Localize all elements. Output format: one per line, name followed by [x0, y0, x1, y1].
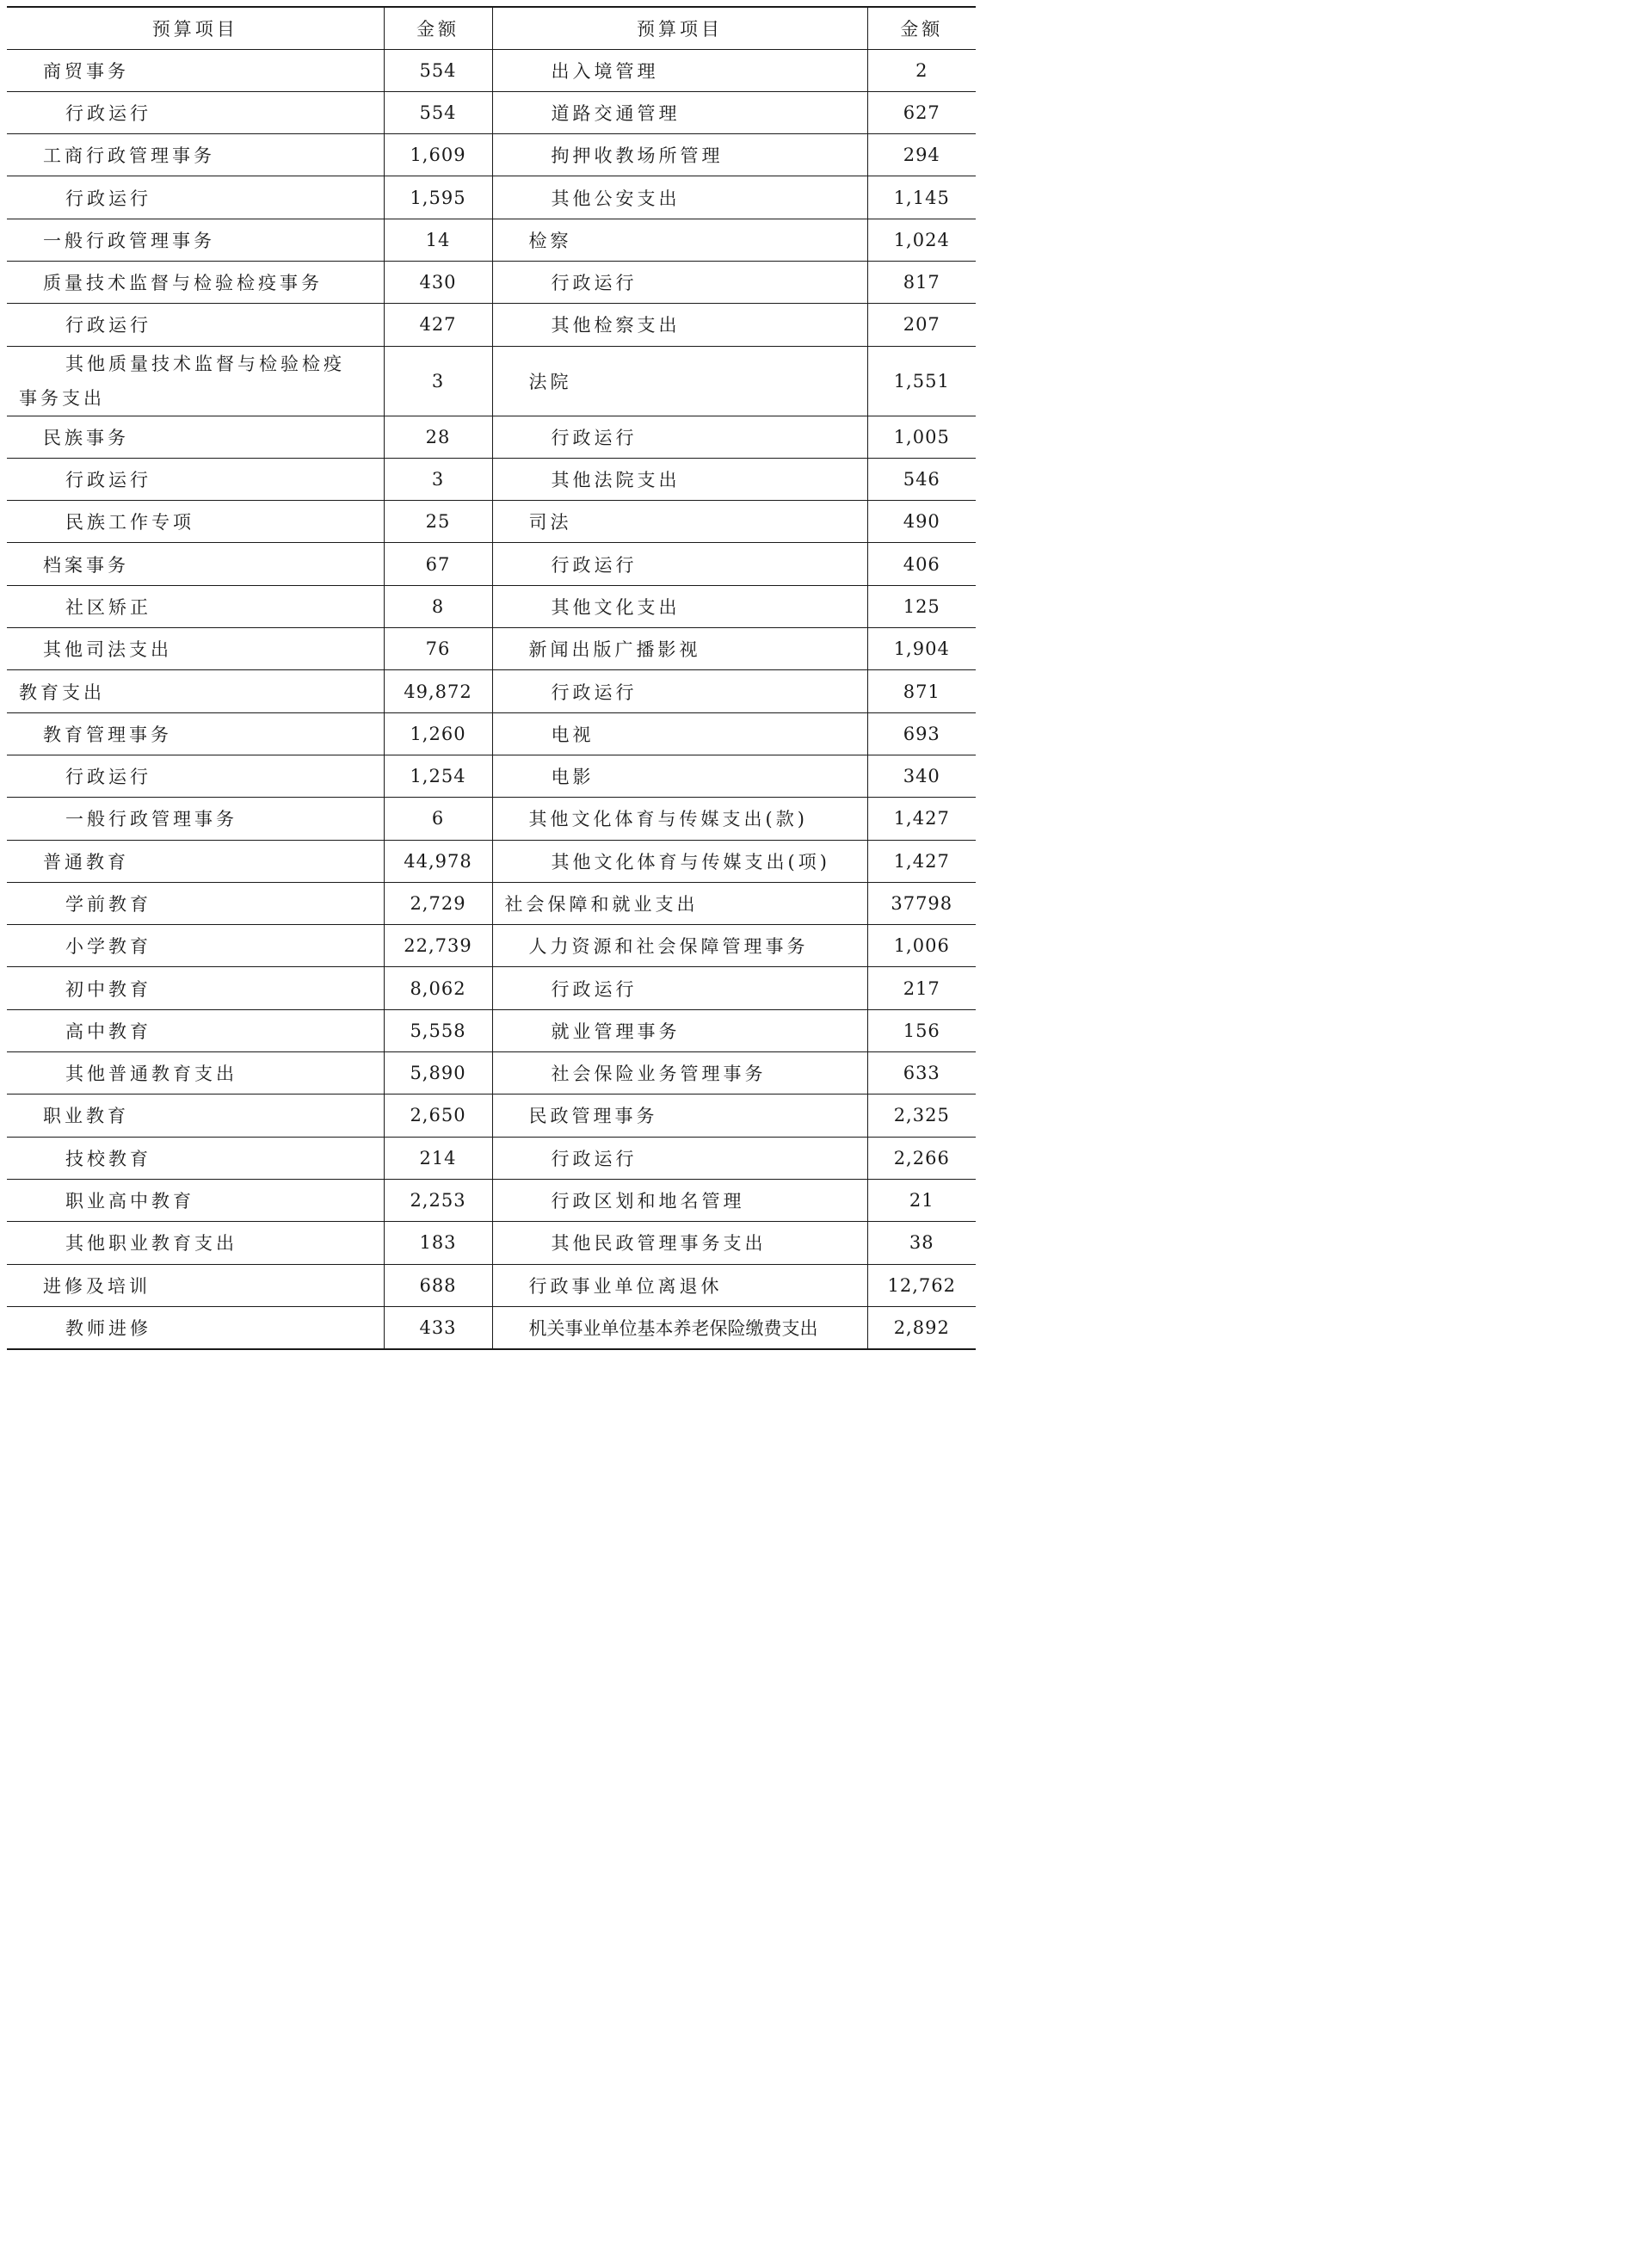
table-row	[7, 882, 976, 924]
table-row	[7, 1137, 976, 1179]
right-amount: 633	[867, 1052, 976, 1095]
table-header	[7, 7, 976, 49]
left-item: 行政运行	[7, 176, 384, 219]
table-row	[7, 1009, 976, 1051]
right-amount: 817	[867, 261, 976, 303]
right-item: 行政区划和地名管理	[492, 1179, 867, 1221]
header-item-right: 预算项目	[492, 7, 867, 49]
left-amount: 3	[384, 346, 492, 416]
right-item: 检察	[492, 219, 867, 261]
left-amount: 8,062	[384, 967, 492, 1009]
table-row	[7, 91, 976, 133]
right-item: 人力资源和社会保障管理事务	[492, 925, 867, 967]
table-row	[7, 628, 976, 670]
table-row	[7, 543, 976, 585]
left-amount: 1,609	[384, 134, 492, 176]
left-item: 教师进修	[7, 1306, 384, 1348]
table-row	[7, 416, 976, 458]
right-amount: 340	[867, 755, 976, 797]
left-amount: 25	[384, 501, 492, 543]
table-row	[7, 755, 976, 797]
right-item: 行政运行	[492, 1137, 867, 1179]
table-row	[7, 670, 976, 712]
left-amount: 49,872	[384, 670, 492, 712]
left-amount: 430	[384, 261, 492, 303]
left-item: 商贸事务	[7, 49, 384, 91]
right-amount: 871	[867, 670, 976, 712]
left-item: 其他普通教育支出	[7, 1052, 384, 1095]
table-row	[7, 1306, 976, 1348]
right-amount: 37798	[867, 882, 976, 924]
right-item: 行政运行	[492, 543, 867, 585]
left-item: 工商行政管理事务	[7, 134, 384, 176]
left-item: 行政运行	[7, 755, 384, 797]
left-item-line-2: 事务支出	[19, 387, 105, 409]
right-item: 其他民政管理事务支出	[492, 1222, 867, 1264]
right-amount: 2,325	[867, 1095, 976, 1137]
left-item: 一般行政管理事务	[7, 798, 384, 840]
left-amount: 67	[384, 543, 492, 585]
left-item	[7, 346, 384, 416]
right-amount: 406	[867, 543, 976, 585]
left-item-line-1: 其他质量技术监督与检验检疫	[65, 353, 345, 374]
right-item: 民政管理事务	[492, 1095, 867, 1137]
table-row	[7, 134, 976, 176]
left-amount: 6	[384, 798, 492, 840]
left-item: 一般行政管理事务	[7, 219, 384, 261]
right-amount: 21	[867, 1179, 976, 1221]
left-item: 教育支出	[7, 670, 384, 712]
left-item: 高中教育	[7, 1009, 384, 1051]
table-row	[7, 346, 976, 416]
left-amount: 554	[384, 91, 492, 133]
left-item: 职业教育	[7, 1095, 384, 1137]
left-amount: 433	[384, 1306, 492, 1348]
left-amount: 214	[384, 1137, 492, 1179]
table-row	[7, 1095, 976, 1137]
right-item: 机关事业单位基本养老保险缴费支出	[492, 1306, 867, 1348]
left-amount: 1,260	[384, 712, 492, 755]
right-amount: 2,892	[867, 1306, 976, 1348]
right-item: 法院	[492, 346, 867, 416]
table-row	[7, 1222, 976, 1264]
left-amount: 8	[384, 585, 492, 627]
right-amount: 156	[867, 1009, 976, 1051]
left-item: 进修及培训	[7, 1264, 384, 1306]
left-item: 质量技术监督与检验检疫事务	[7, 261, 384, 303]
left-item: 职业高中教育	[7, 1179, 384, 1221]
left-amount: 5,890	[384, 1052, 492, 1095]
right-item: 其他检察支出	[492, 304, 867, 346]
right-amount: 38	[867, 1222, 976, 1264]
right-item: 社会保障和就业支出	[492, 882, 867, 924]
header-row	[7, 7, 976, 49]
left-item: 学前教育	[7, 882, 384, 924]
table-row	[7, 304, 976, 346]
left-item: 行政运行	[7, 304, 384, 346]
right-item: 新闻出版广播影视	[492, 628, 867, 670]
right-item: 出入境管理	[492, 49, 867, 91]
header-item-left: 预算项目	[7, 7, 384, 49]
right-amount: 1,005	[867, 416, 976, 458]
table-row	[7, 925, 976, 967]
table-row	[7, 712, 976, 755]
left-amount: 14	[384, 219, 492, 261]
right-amount: 1,024	[867, 219, 976, 261]
left-item: 普通教育	[7, 840, 384, 882]
right-amount: 1,427	[867, 840, 976, 882]
right-item: 道路交通管理	[492, 91, 867, 133]
left-amount: 44,978	[384, 840, 492, 882]
left-amount: 28	[384, 416, 492, 458]
right-amount: 627	[867, 91, 976, 133]
right-item: 行政运行	[492, 967, 867, 1009]
left-amount: 427	[384, 304, 492, 346]
table-row	[7, 798, 976, 840]
right-amount: 693	[867, 712, 976, 755]
table-row	[7, 49, 976, 91]
left-amount: 2,253	[384, 1179, 492, 1221]
right-amount: 490	[867, 501, 976, 543]
right-amount: 2,266	[867, 1137, 976, 1179]
right-item: 拘押收教场所管理	[492, 134, 867, 176]
right-amount: 217	[867, 967, 976, 1009]
left-item: 社区矫正	[7, 585, 384, 627]
right-item: 其他文化支出	[492, 585, 867, 627]
left-amount: 1,254	[384, 755, 492, 797]
left-item: 其他司法支出	[7, 628, 384, 670]
table-row	[7, 585, 976, 627]
left-amount: 22,739	[384, 925, 492, 967]
table-row	[7, 1264, 976, 1306]
right-amount: 1,006	[867, 925, 976, 967]
right-amount: 294	[867, 134, 976, 176]
table-row	[7, 458, 976, 500]
table-row	[7, 176, 976, 219]
left-item: 行政运行	[7, 458, 384, 500]
right-amount: 1,427	[867, 798, 976, 840]
left-amount: 76	[384, 628, 492, 670]
right-amount: 1,904	[867, 628, 976, 670]
table-row	[7, 219, 976, 261]
left-item: 小学教育	[7, 925, 384, 967]
left-item: 初中教育	[7, 967, 384, 1009]
left-item: 其他职业教育支出	[7, 1222, 384, 1264]
table-row	[7, 1179, 976, 1221]
left-item: 档案事务	[7, 543, 384, 585]
left-item: 民族工作专项	[7, 501, 384, 543]
left-item: 教育管理事务	[7, 712, 384, 755]
right-item: 就业管理事务	[492, 1009, 867, 1051]
budget-table	[7, 6, 976, 1350]
left-amount: 1,595	[384, 176, 492, 219]
left-amount: 3	[384, 458, 492, 500]
table-row	[7, 840, 976, 882]
table-row	[7, 261, 976, 303]
left-item: 民族事务	[7, 416, 384, 458]
right-amount: 1,145	[867, 176, 976, 219]
left-amount: 688	[384, 1264, 492, 1306]
header-amount-right: 金额	[867, 7, 976, 49]
right-item: 其他文化体育与传媒支出(项)	[492, 840, 867, 882]
right-amount: 125	[867, 585, 976, 627]
right-item: 行政运行	[492, 261, 867, 303]
right-item: 电视	[492, 712, 867, 755]
right-amount: 12,762	[867, 1264, 976, 1306]
right-item: 电影	[492, 755, 867, 797]
right-item: 其他文化体育与传媒支出(款)	[492, 798, 867, 840]
header-amount-left: 金额	[384, 7, 492, 49]
right-amount: 1,551	[867, 346, 976, 416]
left-item: 行政运行	[7, 91, 384, 133]
right-amount: 546	[867, 458, 976, 500]
right-item: 行政运行	[492, 670, 867, 712]
table-body	[7, 49, 976, 1349]
right-amount: 207	[867, 304, 976, 346]
right-item: 其他公安支出	[492, 176, 867, 219]
right-item: 社会保险业务管理事务	[492, 1052, 867, 1095]
left-item: 技校教育	[7, 1137, 384, 1179]
table-row	[7, 1052, 976, 1095]
left-amount: 2,650	[384, 1095, 492, 1137]
table-row	[7, 967, 976, 1009]
right-item: 其他法院支出	[492, 458, 867, 500]
right-item: 行政事业单位离退休	[492, 1264, 867, 1306]
right-item: 行政运行	[492, 416, 867, 458]
right-item: 司法	[492, 501, 867, 543]
left-amount: 183	[384, 1222, 492, 1264]
right-amount: 2	[867, 49, 976, 91]
table-row	[7, 501, 976, 543]
left-amount: 554	[384, 49, 492, 91]
left-amount: 5,558	[384, 1009, 492, 1051]
left-amount: 2,729	[384, 882, 492, 924]
